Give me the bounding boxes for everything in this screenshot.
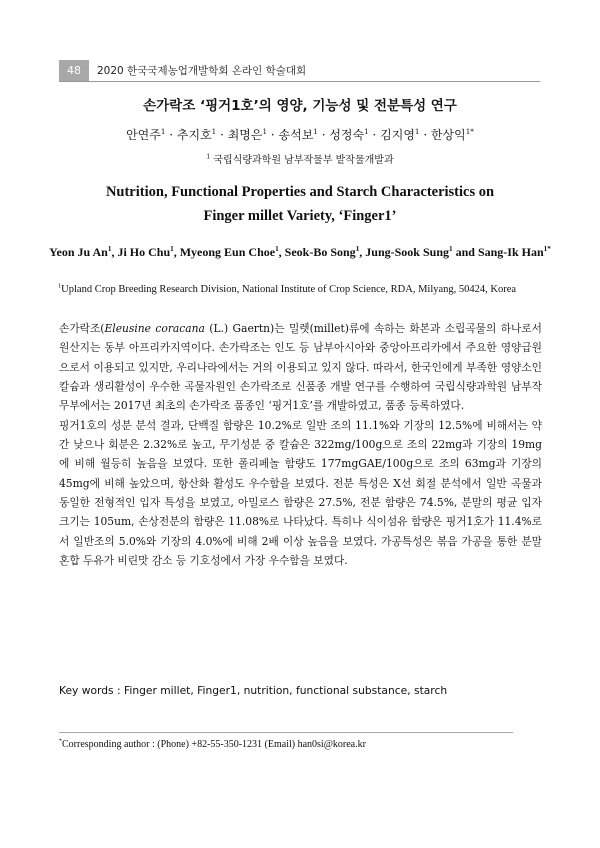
- english-author: Jung-Sook Sung$^1$: [365, 245, 453, 259]
- korean-author: 안연주$^1$: [126, 127, 166, 142]
- english-title: [0, 180, 600, 228]
- korean-author: 송석보$^1$: [278, 127, 318, 142]
- korean-author: 추지호$^1$: [176, 127, 217, 142]
- english-author: Myeong Eun Choe$^1$: [179, 245, 279, 259]
- korean-author: 한상익$^{1*}$: [430, 127, 474, 142]
- page-header: [59, 59, 306, 81]
- species-name: Eleusine coracana: [104, 322, 205, 335]
- abstract-paragraph-1: 손가락조(Eleusine coracana (L.) Gaertn)는 밀렛(millet)류에 속하는 화본과 소립곡물의 하나로서 원산지는 동부 아프리카지역이다. 손가락조는 인도 등 남부아시아와 중앙아프리카에서 주요한 영양급원으로서 이용되고 있지만, 우리나라에서는 거의 이용되고 있지 않다. 따라서, 한국인에게 부족한 영양소인 칼슘과 생리활성이 우수한 곡물자원인 손가락조로 신품종 개발 연구를 수행하여 국립식량과학원 남부작무부에서는 2017년 최초의 손가락조 품종인 ‘핑거1호’를 개발하였고, 품종 등록하였다.: [59, 322, 543, 413]
- keywords: Key words : Finger millet, Finger1, nutrition, functional substance, starch: [59, 684, 448, 697]
- abstract-paragraph-2: 핑거1호의 성분 분석 결과, 단백질 함량은 10.2%로 일반 조의 11.1%와 기장의 12.5%에 비해서는 약간 낮으나 회분은 2.32%로 높고, 무기성분 중 칼슘은 322mg/100g으로 조의 22mg과 기장의 19mg에 비해 월등히 높음을 보였다. 또한 폴리페놀 함량도 177mgGAE/100g으로 조의 63mg과 기장의 45mg에 비해 높았으며, 항산화 활성도 우수함을 보였다. 전분 특성은 X선 회절 분석에서 일반 곡물과 동일한 전형적인 입자 특성을 보였고, 아밀로스 함량은 27.5%, 전분 함량은 74.5%, 분말의 평균 입자크기는 105um, 손상전분의 함량은 11.08%로 나타났다. 특히나 식이섬유 함량은 핑거1호가 11.4%로서 일반조의 5.0%와 기장의 4.0%에 비해 2배 이상 높음을 보였다. 가공특성은 볶음 가공을 통한 분말혼합 두유가 비린맛 감소 등 기호성에서 가장 우수함을 보였다.: [59, 418, 542, 568]
- english-author: Sang-Ik Han$^{1*}$: [477, 245, 551, 259]
- english-title-line2: Finger millet Variety, ‘Finger1’: [203, 208, 397, 224]
- english-author-list: Yeon Ju An$^1$, Ji Ho Chu$^1$, Myeong Eun Choe$^1$, Seok-Bo Song$^1$, Jung-Sook Sung$^1$ and Sang-Ik Han$^{1*}$: [49, 245, 551, 259]
- page-number: 48: [59, 60, 89, 81]
- english-author: Ji Ho Chu$^1$: [117, 245, 174, 259]
- english-author: Seok-Bo Song$^1$: [284, 245, 360, 259]
- korean-affiliation: $^1$ 국립식량과학원 남부작물부 밭작물개발과: [206, 153, 394, 166]
- header-divider: [59, 81, 540, 82]
- korean-author: 성정숙$^1$: [329, 127, 369, 142]
- abstract-body: [59, 319, 542, 570]
- english-author: Yeon Ju An$^1$: [49, 245, 112, 259]
- korean-author: 최명은$^1$: [227, 127, 268, 142]
- english-title-line1: Nutrition, Functional Properties and Starch Characteristics on: [105, 184, 495, 200]
- conference-title: 2020 한국국제농업개발학회 온라인 학술대회: [97, 64, 307, 77]
- korean-author: 김지영$^1$: [380, 127, 420, 142]
- footnote-divider: [59, 732, 513, 733]
- korean-author-list: 안연주$^1$ · 추지호$^1$ · 최명은$^1$ · 송석보$^1$ · 성정숙$^1$ · 김지영$^1$ · 한상익$^{1*}$: [126, 127, 474, 142]
- footnote: *Corresponding author : (Phone) +82-55-350-1231 (Email) han0si@korea.kr: [59, 738, 366, 750]
- english-affiliation: $^1$Upland Crop Breeding Research Division, National Institute of Crop Science, RDA, Milyang, 50424, Korea: [58, 282, 517, 295]
- korean-title: 손가락조 ‘핑거1호’의 영양, 기능성 및 전분특성 연구: [143, 98, 457, 114]
